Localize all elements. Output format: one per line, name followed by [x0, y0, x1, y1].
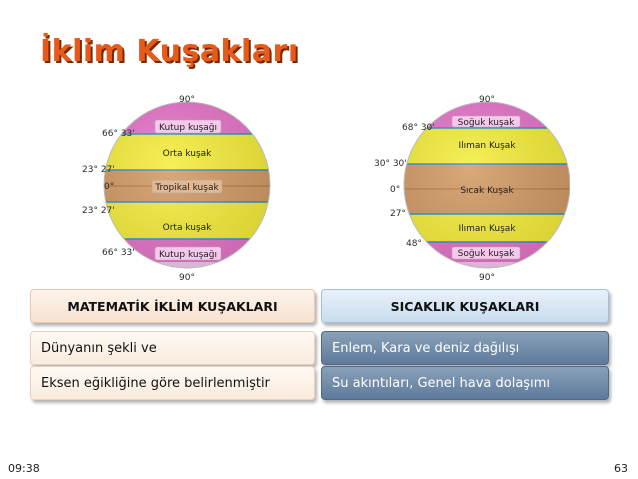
lat-label: 66° 33'	[102, 248, 135, 258]
temperature-zones-header: SICAKLIK KUŞAKLARI	[321, 289, 609, 323]
zone-label-hot: Sıcak Kuşak	[460, 186, 514, 196]
lat-label-bottom: 90°	[179, 273, 195, 282]
lat-label: 0°	[390, 185, 401, 195]
lat-label-bottom: 90°	[479, 273, 495, 282]
left-row-1: Dünyanın şekli ve	[30, 331, 315, 365]
lat-label-top: 90°	[179, 95, 195, 105]
temperature-zones-diagram	[370, 92, 570, 282]
lat-label: 23° 27'	[82, 206, 115, 216]
right-row-2: Su akıntıları, Genel hava dolaşımı	[321, 366, 609, 400]
mathematical-zones-header: MATEMATİK İKLİM KUŞAKLARI	[30, 289, 315, 323]
lat-label: 0°	[104, 182, 115, 192]
lat-label: 30° 30'	[374, 159, 407, 169]
zone-label-cold-north: Soğuk kuşak	[457, 118, 515, 128]
mathematical-climate-zones-diagram	[70, 92, 290, 282]
lat-label: 48°	[406, 239, 422, 249]
zone-label-temperate-south: Ilıman Kuşak	[458, 224, 516, 234]
zone-label-polar-north: Kutup kuşağı	[158, 123, 218, 133]
lat-label: 23° 27'	[82, 165, 115, 175]
zone-label-polar-south: Kutup kuşağı	[158, 250, 218, 260]
right-row-1: Enlem, Kara ve deniz dağılışı	[321, 331, 609, 365]
lat-label: 66° 33'	[102, 129, 135, 139]
zone-label-temperate-north: Ilıman Kuşak	[458, 141, 516, 151]
zone-label-tropical: Tropikal kuşak	[155, 183, 219, 193]
zone-label-temperate-north: Orta kuşak	[162, 149, 212, 159]
slide-title: İklim Kuşakları	[40, 34, 299, 69]
lat-label: 68° 30'	[402, 123, 435, 133]
slide-time: 09:38	[8, 462, 40, 475]
zone-label-cold-south: Soğuk kuşak	[457, 249, 515, 259]
left-row-2: Eksen eğikliğine göre belirlenmiştir	[30, 366, 315, 400]
slide-page-number: 63	[614, 462, 628, 475]
lat-label-top: 90°	[479, 95, 495, 105]
lat-label: 27°	[390, 209, 406, 219]
zone-label-temperate-south: Orta kuşak	[162, 223, 212, 233]
